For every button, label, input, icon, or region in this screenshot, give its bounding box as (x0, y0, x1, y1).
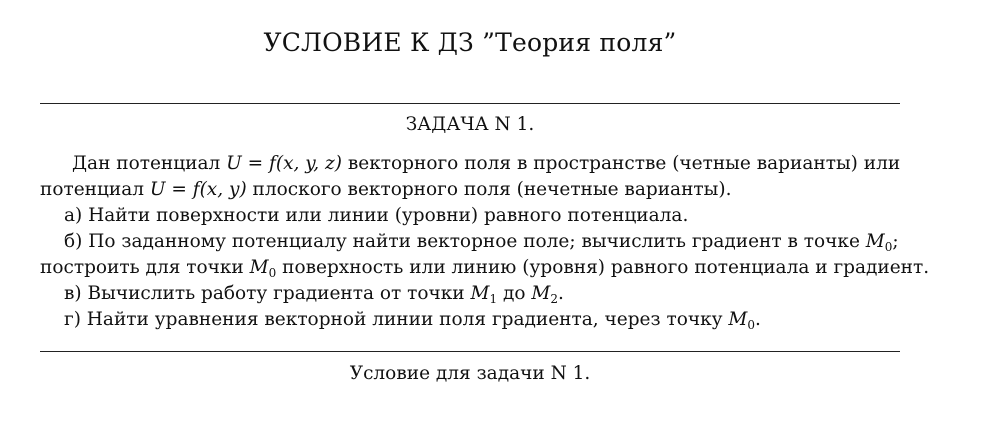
line-text: ; (892, 231, 899, 252)
task-b (40, 229, 926, 255)
point-m1-var: M (470, 283, 490, 304)
point-m2-var: M (531, 283, 551, 304)
line-text: в) Вычислить работу градиента от точки (64, 283, 471, 304)
problem-line-2 (40, 177, 902, 203)
problem-condition-caption: Условие для задачи N 1. (349, 363, 591, 384)
bottom-divider (40, 351, 900, 352)
point-m0-var: M (728, 309, 748, 330)
line-text: б) По заданному потенциалу найти векторное поле; вычислить градиент в точке (64, 231, 866, 252)
document-title: УСЛОВИЕ К ДЗ ”Теория поля” (263, 28, 677, 57)
line-text: . (558, 283, 564, 304)
problem-line-1 (40, 151, 934, 177)
formula-potential-2d: U = f(x, y) (149, 179, 247, 200)
line-text: г) Найти уравнения векторной линии поля градиента, через точку (64, 309, 729, 330)
task-a (40, 203, 926, 229)
point-m0-subscript: 0 (268, 266, 277, 280)
line-text: поверхность или линию (уровня) равного потенциала и градиент. (276, 257, 930, 278)
task-b-continued (40, 255, 930, 281)
line-text: . (755, 309, 761, 330)
line-text: потенциал (40, 179, 150, 200)
problem-heading: ЗАДАЧА N 1. (405, 114, 535, 135)
line-text: построить для точки (40, 257, 250, 278)
line-text: Дан потенциал (72, 153, 227, 174)
line-text: а) Найти поверхности или линии (уровни) равного потенциала. (64, 205, 689, 226)
formula-potential-3d: U = f(x, y, z) (226, 153, 342, 174)
point-m0-subscript: 0 (747, 318, 755, 332)
point-m2-subscript: 2 (550, 292, 558, 306)
task-g (40, 307, 926, 333)
task-v (40, 281, 926, 307)
line-text: до (497, 283, 532, 304)
line-text: векторного поля в пространстве (четные варианты) или (342, 153, 901, 174)
point-m0-var: M (249, 257, 269, 278)
top-divider (40, 103, 900, 104)
line-text: плоского векторного поля (нечетные варианты). (246, 179, 732, 200)
point-m1-subscript: 1 (489, 292, 498, 306)
point-m0-subscript: 0 (884, 240, 893, 254)
point-m0-var: M (865, 231, 885, 252)
